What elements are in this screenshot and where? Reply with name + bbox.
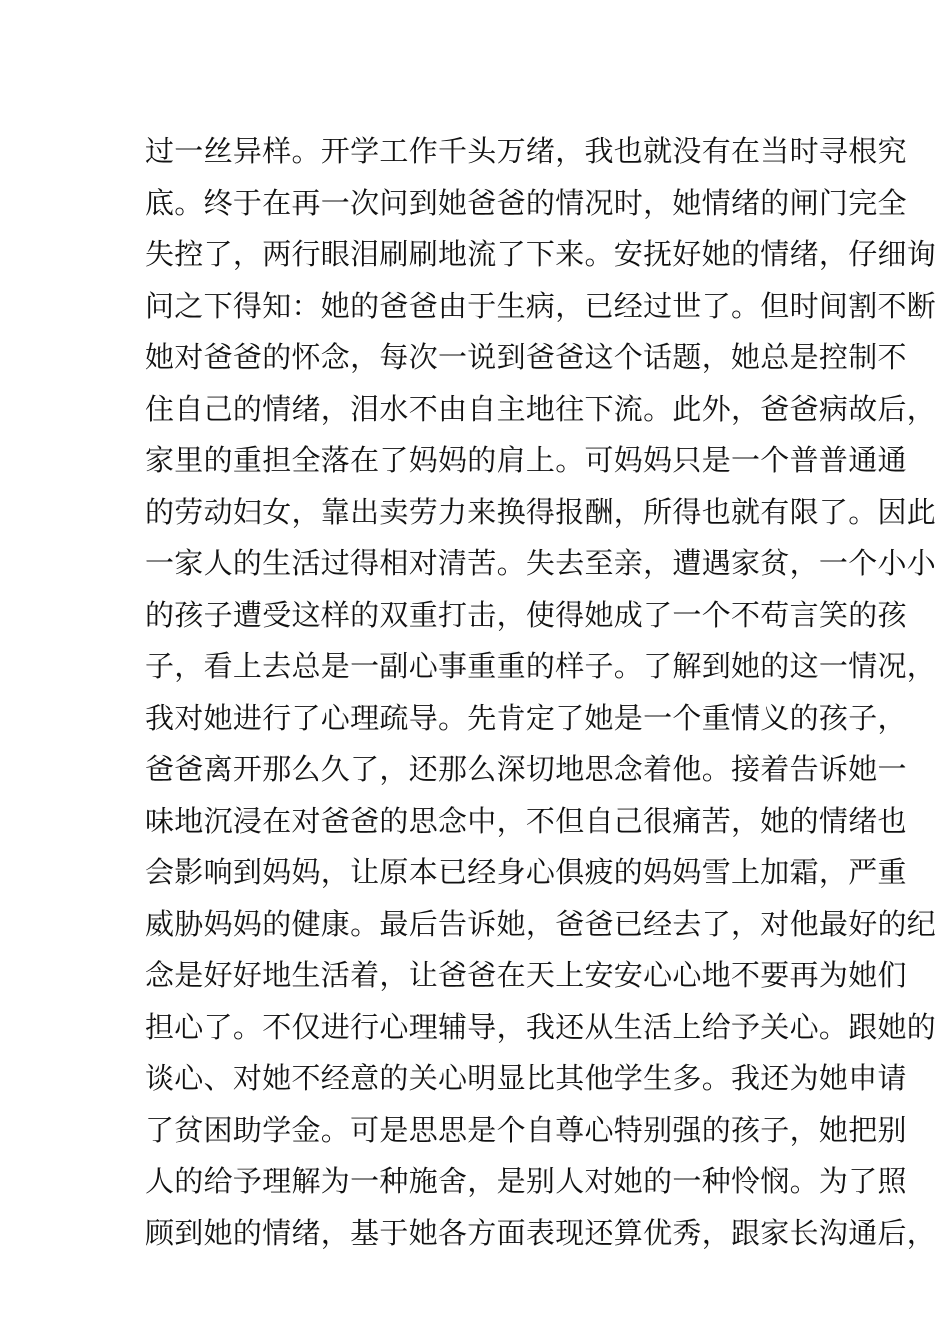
text-line: 我对她进行了心理疏导。先肯定了她是一个重情义的孩子， xyxy=(145,700,907,735)
text-line: 顾到她的情绪，基于她各方面表现还算优秀，跟家长沟通后， xyxy=(145,1215,937,1250)
text-line: 念是好好地生活着，让爸爸在天上安安心心地不要再为她们 xyxy=(145,958,907,992)
text-line: 失控了，两行眼泪刷刷地流了下来。安抚好她的情绪，仔细询 xyxy=(145,237,937,271)
text-line: 过一丝异样。开学工作千头万绪，我也就没有在当时寻根究 xyxy=(145,134,907,168)
text-line: 担心了。不仅进行心理辅导，我还从生活上给予关心。跟她的 xyxy=(145,1009,937,1044)
text-line: 人的给予理解为一种施舍，是别人对她的一种怜悯。为了照 xyxy=(145,1164,907,1198)
text-line: 了贫困助学金。可是思思是个自尊心特别强的孩子，她把别 xyxy=(145,1112,907,1147)
body-text xyxy=(145,126,937,1259)
text-line: 子，看上去总是一副心事重重的样子。了解到她的这一情况， xyxy=(145,649,937,683)
text-line: 爸爸离开那么久了，还那么深切地思念着他。接着告诉她一 xyxy=(145,752,907,786)
text-line: 住自己的情绪，泪水不由自主地往下流。此外，爸爸病故后， xyxy=(145,391,937,426)
text-line: 的劳动妇女，靠出卖劳力来换得报酬，所得也就有限了。因此 xyxy=(145,494,937,529)
text-line: 威胁妈妈的健康。最后告诉她，爸爸已经去了，对他最好的纪 xyxy=(145,906,937,941)
text-line: 底。终于在再一次问到她爸爸的情况时，她情绪的闸门完全 xyxy=(145,185,907,220)
text-line: 问之下得知：她的爸爸由于生病，已经过世了。但时间割不断 xyxy=(145,288,937,323)
text-line: 会影响到妈妈，让原本已经身心俱疲的妈妈雪上加霜，严重 xyxy=(145,855,907,889)
text-line: 一家人的生活过得相对清苦。失去至亲，遭遇家贫，一个小小 xyxy=(145,546,937,580)
text-line: 家里的重担全落在了妈妈的肩上。可妈妈只是一个普普通通 xyxy=(145,443,907,477)
text-line: 她对爸爸的怀念，每次一说到爸爸这个话题，她总是控制不 xyxy=(145,340,907,374)
text-line: 的孩子遭受这样的双重打击，使得她成了一个不苟言笑的孩 xyxy=(145,597,907,632)
text-line: 谈心、对她不经意的关心明显比其他学生多。我还为她申请 xyxy=(145,1061,907,1095)
text-line: 味地沉浸在对爸爸的思念中，不但自己很痛苦，她的情绪也 xyxy=(145,803,907,838)
